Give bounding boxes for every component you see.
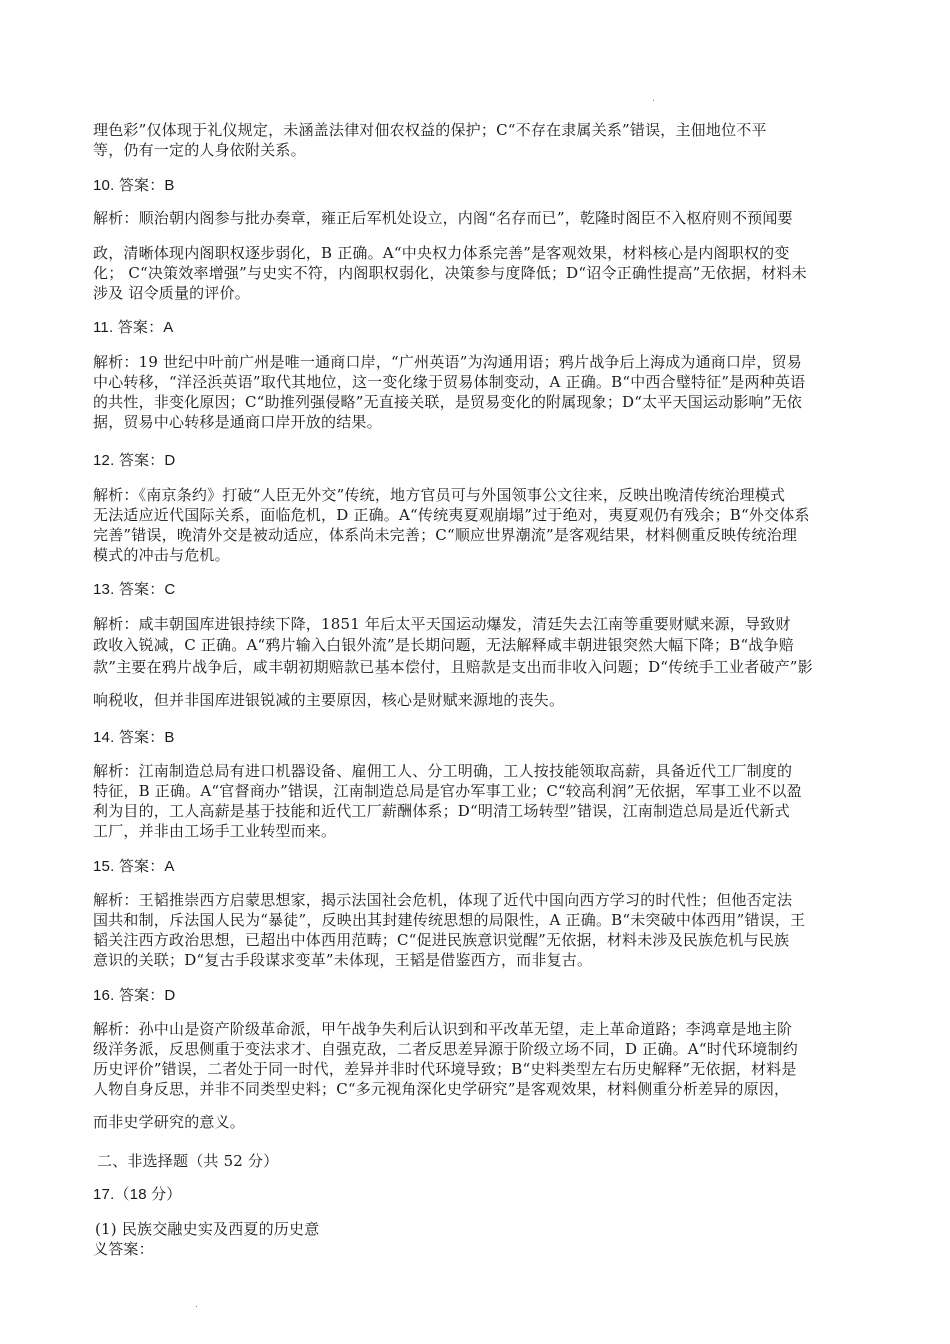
text-line: 解析：孙中山是资产阶级革命派，甲午战争失利后认识到和平改革无望，走上革命道路；李鸿章是地主阶 [93,1020,793,1038]
answer-heading: 12. 答案：D [93,452,176,469]
text-line: 特征，B 正确。A“官督商办”错误，江南制造总局是官办军事工业；C“较高利润”无依据，军事工业不以盈 [93,782,802,800]
text-line: 解析：咸丰朝国库进银持续下降，1851 年后太平天国运动爆发，清廷失去江南等重要财赋来源，导致财 [93,615,791,633]
sub-question: 义答案： [93,1240,154,1258]
text-line: 意识的关联；D“复古手段谋求变革”未体现，王韬是借鉴西方，而非复古。 [93,951,593,969]
section-heading: 二、非选择题（共 52 分） [97,1152,279,1170]
text-line: 政，清晰体现内阁职权逐步弱化，B 正确。A“中央权力体系完善”是客观效果，材料核心是内阁职权的变 [93,244,790,262]
text-line: 解析：江南制造总局有进口机器设备、雇佣工人、分工明确，工人按技能领取高薪，具备近代工厂制度的 [93,762,793,780]
text-line: 政收入锐减，C 正确。A“鸦片输入白银外流”是长期问题，无法解释咸丰朝进银突然大幅下降；B“战争赔 [93,636,794,654]
scan-dot: . [652,94,655,104]
text-line: 解析：19 世纪中叶前广州是唯一通商口岸，“广州英语”为沟通用语；鸦片战争后上海成为通商口岸，贸易 [93,353,802,371]
answer-heading: 10. 答案：B [93,177,175,194]
answer-heading: 15. 答案：A [93,858,175,875]
text-line: 款”主要在鸦片战争后，咸丰朝初期赔款已基本偿付，且赔款是支出而非收入问题；D“传统手工业者破产”影 [93,658,813,676]
text-line: 的共性，非变化原因；C“助推列强侵略”无直接关联，是贸易变化的附属现象；D“太平天国运动影响”无依 [93,393,802,411]
text-line: 解析：顺治朝内阁参与批办奏章，雍正后军机处设立，内阁“名存而已”，乾隆时阁臣不入枢府则不预闻要 [93,209,793,227]
text-line: 化； C“决策效率增强”与史实不符，内阁职权弱化，决策参与度降低；D“诏令正确性提高”无依据，材料未 [93,264,807,282]
text-line: 而非史学研究的意义。 [93,1113,246,1131]
sub-question: (1) 民族交融史实及西夏的历史意 [95,1220,320,1238]
text-line: 响税收，但并非国库进银锐减的主要原因，核心是财赋来源地的丧失。 [93,691,565,709]
text-line: 解析：《南京条约》打破“人臣无外交”传统，地方官员可与外国领事公文往来，反映出晚清传统治理模式 [93,486,786,504]
text-line: 等，仍有一定的人身依附关系。 [93,141,306,159]
answer-heading: 16. 答案：D [93,987,176,1004]
text-line: 解析：王韬推崇西方启蒙思想家，揭示法国社会危机，体现了近代中国向西方学习的时代性；但他否定法 [93,891,793,909]
text-line: 历史评价”错误，二者处于同一时代，差异并非时代环境导致；B“史料类型左右历史解释”无依据，材料是 [93,1060,797,1078]
text-line: 工厂，并非由工场手工业转型而来。 [93,822,337,840]
text-line: 无法适应近代国际关系，面临危机，D 正确。A“传统夷夏观崩塌”过于绝对，夷夏观仍有残余；B“外交体系 [93,506,810,524]
text-line: 国共和制，斥法国人民为“暴徒”，反映出其封建传统思想的局限性，A 正确。B“未突破中体西用”错误，王 [93,911,806,929]
text-line: 中心转移，“洋泾浜英语”取代其地位，这一变化缘于贸易体制变动，A 正确。B“中西合璧特征”是两种英语 [93,373,806,391]
text-line: 完善”错误，晚清外交是被动适应，体系尚未完善；C“顺应世界潮流”是客观结果，材料侧重反映传统治理 [93,526,798,544]
answer-heading: 13. 答案：C [93,581,176,598]
text-line: 据，贸易中心转移是通商口岸开放的结果。 [93,413,382,431]
text-line: 利为目的，工人高薪是基于技能和近代工厂薪酬体系；D“明清工场转型”错误，江南制造总局是近代新式 [93,802,790,820]
answer-heading: 11. 答案：A [93,319,174,336]
scan-dot: . [195,1300,198,1310]
text-line: 理色彩”仅体现于礼仪规定，未涵盖法律对佃农权益的保护；C“不存在隶属关系”错误，主佃地位不平 [93,121,767,139]
text-line: 级洋务派，反思侧重于变法求才、自强克敌，二者反思差异源于阶级立场不同，D 正确。A“时代环境制约 [93,1040,798,1058]
text-line: 韬关注西方政治思想，已超出中体西用范畴；C“促进民族意识觉醒”无依据，材料未涉及民族危机与民族 [93,931,790,949]
answer-heading: 14. 答案：B [93,729,175,746]
text-line: 涉及 诏令质量的评价。 [93,284,250,302]
text-line: 模式的冲击与危机。 [93,546,230,564]
text-line: 人物自身反思，并非不同类型史料；C“多元视角深化史学研究”是客观效果，材料侧重分析差异的原因， [93,1080,790,1098]
question-number: 17.（18 分） [93,1186,182,1203]
